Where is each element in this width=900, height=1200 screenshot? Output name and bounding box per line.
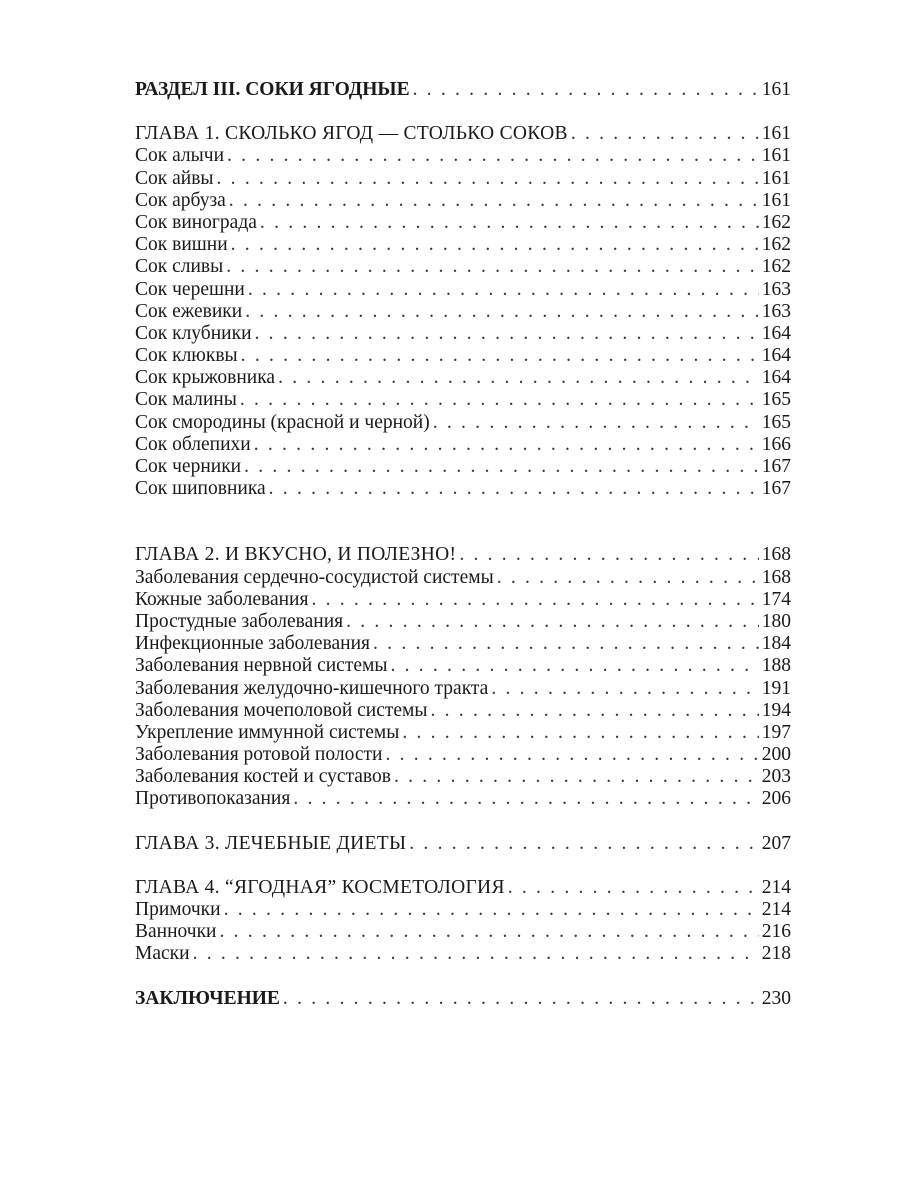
dot-leader [229,190,759,212]
toc-entry-label: Заболевания желудочно-кишечного тракта [135,677,489,699]
toc-entry-label: Заболевания сердечно-сосудистой системы [135,566,494,588]
toc-entry-label: Простудные заболевания [135,610,344,632]
dot-leader [278,367,759,389]
dot-leader [491,678,758,700]
dot-leader [394,766,759,788]
toc-section-heading [135,79,791,101]
toc-page-number: 164 [761,322,791,344]
toc-entry [135,589,791,611]
toc-entry [135,766,791,788]
toc-entry [135,190,791,212]
toc-page-number: 161 [761,79,791,100]
toc-page-number: 214 [761,899,791,920]
dot-leader [409,833,758,855]
toc-entry-label: Сок клубники [135,322,252,344]
toc-entry [135,722,791,744]
toc-entry-label: Сок смородины (красной и черной) [135,411,430,433]
toc-page-number: 174 [761,588,791,610]
toc-entry [135,256,791,278]
dot-leader [390,655,758,677]
toc-entry-label: Сок алычи [135,145,225,167]
toc-entry-label: ГЛАВА 1. СКОЛЬКО ЯГОД — СТОЛЬКО СОКОВ [135,123,568,145]
toc-entry-label: Заболевания ротовой полости [135,744,383,766]
dot-leader [231,234,759,256]
toc-entry [135,788,791,810]
toc-entry-label: Заболевания нервной системы [135,655,388,677]
toc-entry-label: Примочки [135,899,221,920]
toc-entry [135,234,791,256]
dot-leader [311,589,758,611]
toc-entry-label: Противопоказания [135,788,291,810]
toc-page-number: 194 [761,699,791,721]
toc-entry [135,943,791,965]
toc-entry-label: РАЗДЕЛ III. СОКИ ЯГОДНЫЕ [135,79,410,100]
dot-leader [226,256,759,278]
toc-entry [135,744,791,766]
toc-chapter-heading [135,544,791,566]
toc-conclusion-heading [135,988,791,1010]
dot-leader [254,434,759,456]
toc-chapter-heading [135,123,791,145]
toc-page-number: 165 [761,411,791,433]
toc-entry [135,567,791,589]
dot-leader [431,700,759,722]
toc-entry-label: Сок сливы [135,256,224,278]
dot-leader [240,389,759,411]
toc-chapter-heading [135,833,791,855]
toc-entry-label: Ванночки [135,921,217,943]
dot-leader [497,567,759,589]
toc-page-number: 230 [761,987,791,1009]
toc-entry-label: Инфекционные заболевания [135,633,371,655]
toc-page-number: 163 [761,300,791,322]
toc-entry [135,921,791,943]
toc-page-number: 216 [761,921,791,943]
dot-leader [193,943,759,965]
toc-entry [135,633,791,655]
dot-leader [255,323,759,345]
dot-leader [244,456,759,478]
toc-page-number: 168 [761,544,791,566]
dot-leader [459,544,758,566]
toc-page-number: 167 [761,456,791,477]
dot-leader [413,79,759,101]
dot-leader [385,744,758,766]
dot-leader [220,921,759,943]
toc-entry-label: Сок винограда [135,211,257,233]
toc-entry [135,279,791,301]
toc-entry-label: Сок вишни [135,234,228,256]
toc-page-number: 180 [761,610,791,632]
toc-entry-label: ЗАКЛЮЧЕНИЕ [135,987,280,1009]
toc-entry [135,301,791,323]
toc-entry-label: Укрепление иммунной системы [135,721,400,743]
toc-chapter-heading [135,877,791,899]
toc-page-number: 162 [761,234,791,256]
toc-entry [135,700,791,722]
dot-leader [227,145,759,167]
toc-page-number: 203 [761,766,791,788]
dot-leader [241,345,759,367]
toc-page-number: 200 [761,744,791,766]
toc-page-number: 188 [761,655,791,677]
dot-leader [245,301,759,323]
toc-entry [135,389,791,411]
toc-page-number: 164 [761,367,791,389]
toc-entry-label: Заболевания костей и суставов [135,766,391,788]
toc-entry [135,145,791,167]
dot-leader [293,788,758,810]
toc-page-number: 206 [761,788,791,810]
toc-entry-label: ГЛАВА 2. И ВКУСНО, И ПОЛЕЗНО! [135,544,457,566]
toc-entry-label: Сок черники [135,456,242,477]
toc-entry [135,345,791,367]
toc-page-number: 191 [761,677,791,699]
dot-leader [260,212,759,234]
toc-entry [135,899,791,921]
dot-leader [283,988,759,1010]
toc-page-number: 167 [761,478,791,500]
chapter4-entries [135,899,791,966]
dot-leader [224,899,759,921]
toc-page-number: 218 [761,943,791,965]
dot-leader [508,877,759,899]
toc-page-number: 162 [761,211,791,233]
toc-entry-label: Сок малины [135,389,237,411]
toc-entry [135,678,791,700]
toc-page-number: 214 [761,876,791,898]
toc-entry [135,412,791,434]
dot-leader [571,123,759,145]
toc-entry [135,611,791,633]
toc-entry-label: Сок арбуза [135,189,226,211]
toc-entry-label: Маски [135,943,190,965]
toc-page-number: 207 [761,832,791,854]
toc-entry [135,478,791,500]
toc-entry-label: Кожные заболевания [135,588,309,610]
toc-page-number: 164 [761,345,791,367]
toc-page-number: 161 [761,189,791,211]
toc-entry [135,168,791,190]
toc-entry [135,456,791,478]
toc-entry-label: ГЛАВА 4. “ЯГОДНАЯ” КОСМЕТОЛОГИЯ [135,876,505,898]
toc-entry-label: Сок ежевики [135,300,243,322]
chapter2-entries [135,567,791,811]
dot-leader [217,168,759,190]
toc-entry-label: Заболевания мочеполовой системы [135,699,428,721]
dot-leader [346,611,759,633]
dot-leader [402,722,758,744]
toc-page-number: 162 [761,256,791,278]
toc-entry [135,434,791,456]
table-of-contents [135,79,791,1010]
toc-page-number: 163 [761,278,791,300]
toc-entry [135,367,791,389]
toc-entry-label: Сок клюквы [135,345,238,367]
toc-entry [135,655,791,677]
toc-entry-label: Сок черешни [135,278,245,300]
toc-page-number: 197 [761,721,791,743]
toc-entry-label: Сок шиповника [135,478,266,500]
toc-entry-label: Сок крыжовника [135,367,276,389]
toc-entry [135,323,791,345]
toc-page-number: 161 [761,145,791,167]
toc-entry-label: Сок айвы [135,167,214,189]
dot-leader [433,412,759,434]
toc-entry [135,212,791,234]
toc-entry-label: ГЛАВА 3. ЛЕЧЕБНЫЕ ДИЕТЫ [135,832,407,854]
dot-leader [248,279,759,301]
dot-leader [269,478,759,500]
toc-page-number: 184 [761,633,791,655]
toc-page-number: 161 [761,167,791,189]
toc-page-number: 166 [761,433,791,455]
toc-entry-label: Сок облепихи [135,433,251,455]
dot-leader [373,633,759,655]
toc-page-number: 165 [761,389,791,411]
chapter1-entries [135,145,791,500]
toc-page-number: 168 [761,566,791,588]
toc-page-number: 161 [761,123,791,145]
